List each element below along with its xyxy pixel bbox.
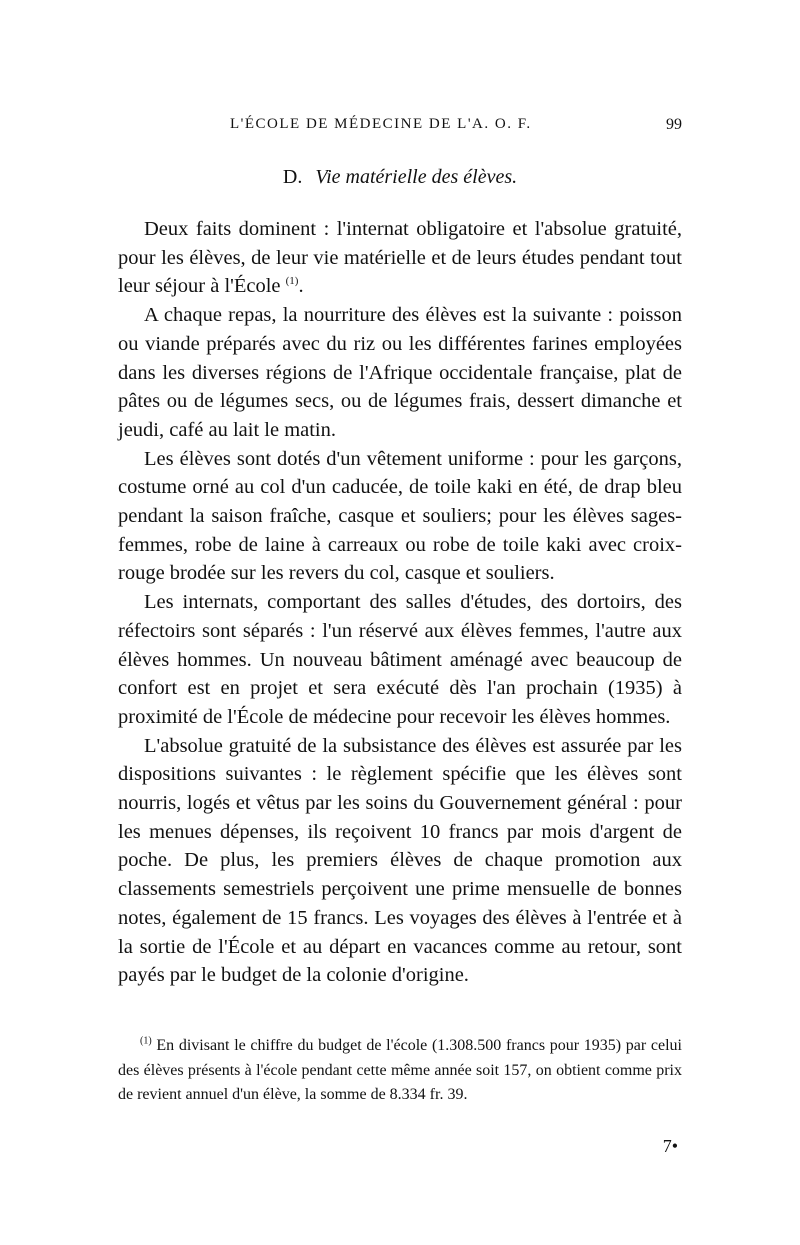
paragraph: Les internats, comportant des salles d'études, des dortoirs, des réfectoirs sont séparés : l'un réservé aux élèves femmes, l'autre aux élèves hommes. Un nouveau bâtiment aménagé avec beaucoup de confort est en projet et sera exécuté dès l'an prochain (1935) à proximité de l'École de médecine pour recevoir les élèves hommes. [118, 591, 682, 728]
page [118, 108, 682, 1157]
footnote-text: En divisant le chiffre du budget de l'école (1.308.500 francs pour 1935) par celui des élèves présents à l'école pendant cette même année soit 157, on obtient comme prix de revient annuel d'un élève, la somme de 8.334 fr. 39. [118, 1036, 683, 1104]
paragraph-tail: . [298, 275, 304, 298]
running-head [118, 108, 682, 138]
paragraph-text: Deux faits dominent : l'internat obligatoire et l'absolue gratuité, pour les élèves, de leur vie matérielle et de leurs études pendant tout leur séjour à l'École [118, 218, 682, 298]
footnote [118, 1034, 682, 1108]
section-title: Vie matérielle des élèves. [315, 166, 518, 188]
section-letter: D. [282, 166, 303, 188]
paragraph: A chaque repas, la nourriture des élèves est la suivante : poisson ou viande préparés avec du riz ou les différentes farines employées dans les diverses régions de l'Afrique occidentale française, plat de pâtes ou de légumes secs, ou de légumes frais, dessert dimanche et jeudi, café au lait le matin. [118, 304, 682, 441]
paragraph: L'absolue gratuité de la subsistance des élèves est assurée par les dispositions suivantes : le règlement spécifie que les élèves sont nourris, logés et vêtus par les soins du Gouvernement général : pour les menues dépenses, ils reçoivent 10 francs par mois d'argent de poche. De plus, les premiers élèves de chaque promotion aux classements semestriels perçoivent une prime mensuelle de bonnes notes, également de 15 francs. Les voyages des élèves à l'entrée et à la sortie de l'École et au départ en vacances comme au retour, sont payés par le budget de la colonie d'origine. [118, 734, 682, 987]
signature-mark: 7• [662, 1135, 678, 1156]
footnote-reference: (1) [285, 275, 299, 288]
footnote-paragraph [118, 1034, 682, 1108]
paragraph: Les élèves sont dotés d'un vêtement uniforme : pour les garçons, costume orné au col d'un caducée, de toile kaki en été, de drap bleu pendant la saison fraîche, casque et souliers; pour les élèves sages-femmes, robe de laine à carreaux ou robe de toile kaki avec croix-rouge brodée sur les revers du col, casque et souliers. [118, 447, 682, 585]
body-text [118, 215, 682, 990]
paragraph [118, 215, 682, 301]
running-title: L'ÉCOLE DE MÉDECINE DE L'A. O. F. [230, 116, 532, 132]
footnote-marker: (1) [140, 1035, 152, 1047]
page-number: 99 [666, 116, 682, 133]
section-heading [118, 166, 682, 189]
